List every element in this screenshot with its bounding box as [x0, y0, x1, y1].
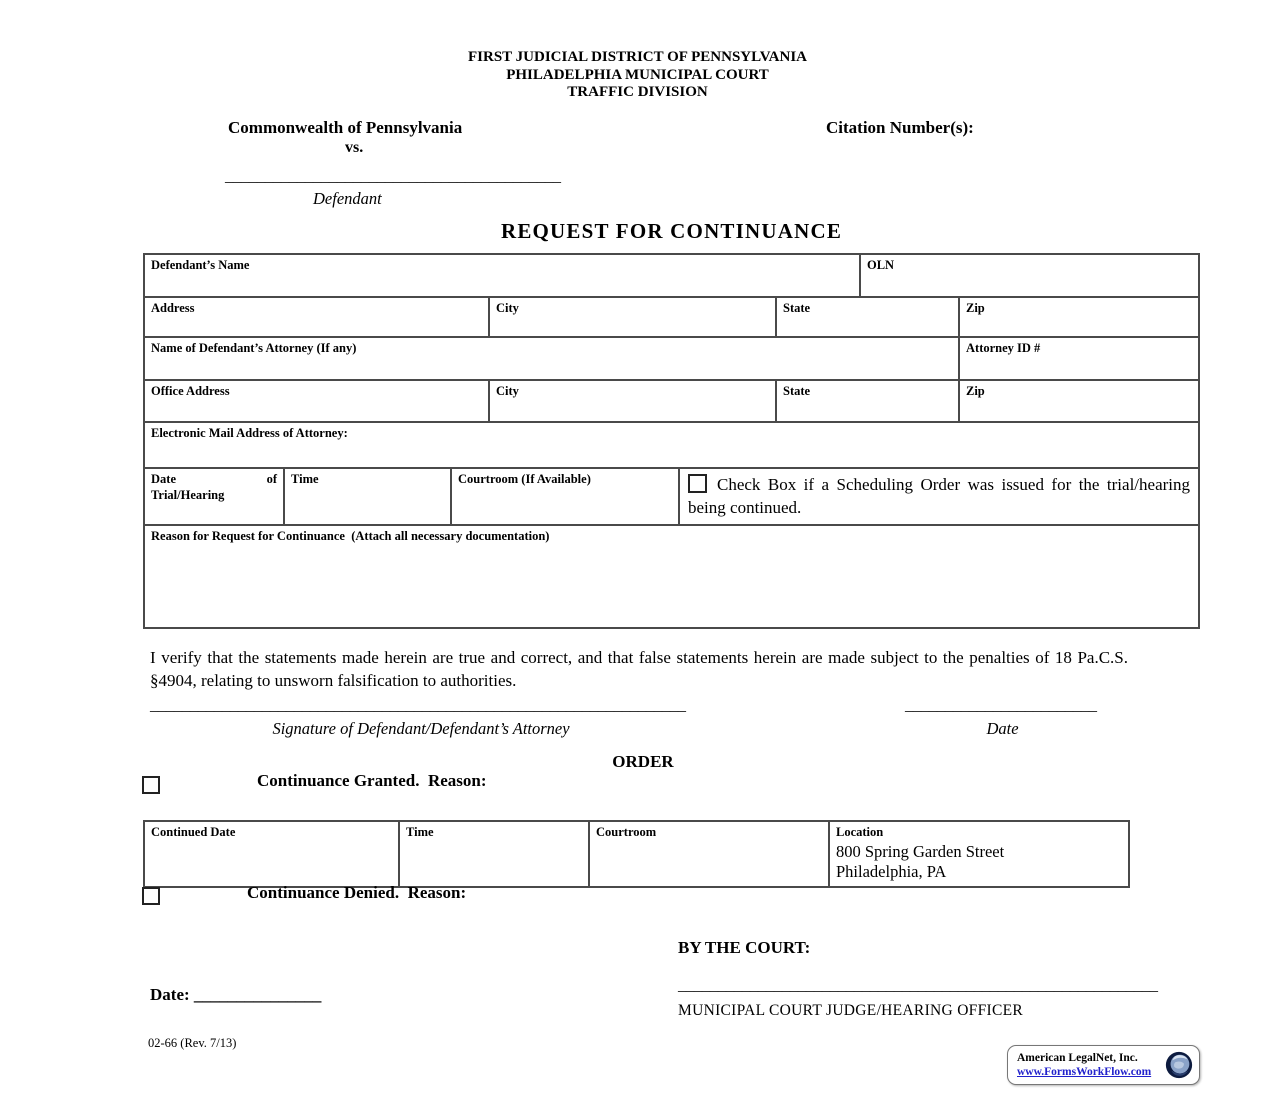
courtroom-field[interactable] [452, 469, 680, 524]
state-field[interactable] [777, 298, 960, 336]
court-name-line2: PHILADELPHIA MUNICIPAL COURT [506, 66, 769, 83]
citation-number-label: Citation Number(s): [826, 118, 974, 137]
time-field[interactable] [285, 469, 452, 524]
trial-date-label-word-of: of [266, 472, 277, 486]
office-city-field-label: City [496, 384, 519, 398]
office-city-field[interactable] [490, 381, 777, 421]
office-zip-field-label: Zip [966, 384, 985, 398]
reason-field-label: Reason for Request for Continuance (Attach all necessary documentation) [151, 528, 550, 543]
defendant-name-field[interactable] [145, 255, 861, 296]
office-address-field-label: Office Address [151, 384, 230, 398]
continuance-denied-checkbox[interactable] [142, 887, 160, 905]
location-city: Philadelphia, PA [836, 862, 947, 882]
continued-time-field[interactable] [400, 822, 590, 886]
american-legalnet-globe-icon [1164, 1050, 1194, 1080]
continued-courtroom-field[interactable] [590, 822, 830, 886]
signature-label: Signature of Defendant/Defendant’s Attorney [272, 719, 570, 738]
attorney-name-field[interactable] [145, 338, 960, 379]
state-field-label: State [783, 301, 811, 315]
by-the-court-label: BY THE COURT: [678, 938, 811, 957]
table-row-continued-hearing [145, 822, 1128, 886]
office-zip-field[interactable] [960, 381, 1198, 421]
defendant-info-table [143, 253, 1200, 629]
signature-date-blank-line[interactable]: ________________________ [905, 697, 1097, 714]
location-cell [830, 822, 1128, 886]
continuance-granted-checkbox[interactable] [142, 776, 160, 794]
signature-blank-line[interactable]: ___________________________________________________________________ [150, 697, 686, 714]
defendant-label: Defendant [313, 189, 382, 208]
vendor-logo-box [1007, 1045, 1200, 1085]
form-title: REQUEST FOR CONTINUANCE [500, 219, 843, 243]
trial-date-label-word-date: Date [151, 472, 176, 486]
table-row-email [145, 423, 1198, 469]
court-name-line3: TRAFFIC DIVISION [567, 84, 708, 100]
order-date-row [150, 985, 321, 1005]
scheduling-order-note: Check Box if a Scheduling Order was issued for the trial/hearing being continued. [688, 475, 1190, 517]
vendor-url-link[interactable]: www.FormsWorkFlow.com [1017, 1066, 1152, 1078]
vendor-name: American LegalNet, Inc. [1017, 1051, 1138, 1064]
attorney-name-field-label: Name of Defendant’s Attorney (If any) [151, 341, 357, 355]
attorney-email-field[interactable] [145, 423, 1198, 467]
courtroom-field-label: Courtroom (If Available) [458, 472, 591, 486]
court-header [0, 49, 1275, 102]
table-row-defendant-name [145, 255, 1198, 298]
trial-date-field-label [151, 472, 277, 503]
city-field[interactable] [490, 298, 777, 336]
order-date-label: Date: [150, 985, 190, 1004]
time-field-label: Time [291, 472, 319, 486]
table-row-attorney-name [145, 338, 1198, 381]
verification-statement: I verify that the statements made herein are true and correct, and that false statements herein are made subject to the penalties of 18 Pa.C.S. §4904, relating to unsworn falsification to authorities. [150, 648, 1128, 691]
continued-date-field-label: Continued Date [151, 825, 236, 839]
table-row-defendant-address [145, 298, 1198, 338]
table-row-trial-date [145, 469, 1198, 526]
attorney-id-field-label: Attorney ID # [966, 341, 1041, 355]
address-field-label: Address [151, 301, 195, 315]
trial-date-field[interactable] [145, 469, 285, 524]
continuance-denied-label: Continuance Denied. Reason: [247, 883, 467, 902]
oln-field[interactable] [861, 255, 1198, 296]
scheduling-order-note-cell [680, 469, 1198, 524]
continuance-granted-label: Continuance Granted. Reason: [257, 771, 487, 790]
order-section-title: ORDER [612, 752, 674, 771]
order-date-blank-line[interactable]: _______________ [193, 985, 322, 1004]
city-field-label: City [496, 301, 519, 315]
attorney-email-field-label: Electronic Mail Address of Attorney: [151, 426, 348, 440]
location-street: 800 Spring Garden Street [836, 841, 1005, 861]
zip-field-label: Zip [966, 301, 985, 315]
scheduling-order-checkbox[interactable] [688, 474, 707, 493]
location-label: Location [836, 825, 884, 839]
continued-hearing-table [143, 820, 1130, 888]
table-row-reason [145, 526, 1198, 627]
judge-signature-blank-line[interactable]: ____________________________________________________________ [678, 977, 1158, 994]
defendant-name-blank-line[interactable]: __________________________________________ [225, 168, 561, 185]
continued-time-field-label: Time [406, 825, 434, 839]
trial-date-label-line2: Trial/Hearing [151, 487, 225, 502]
address-field[interactable] [145, 298, 490, 336]
office-state-field[interactable] [777, 381, 960, 421]
plaintiff-name: Commonwealth of Pennsylvania [228, 118, 463, 137]
office-state-field-label: State [783, 384, 811, 398]
continued-date-field[interactable] [145, 822, 400, 886]
versus-label: vs. [345, 139, 364, 156]
judge-signature-label: MUNICIPAL COURT JUDGE/HEARING OFFICER [678, 1002, 1024, 1019]
reason-field[interactable] [145, 526, 1198, 627]
oln-field-label: OLN [867, 258, 895, 272]
continued-courtroom-field-label: Courtroom [596, 825, 657, 839]
court-name-line1: FIRST JUDICIAL DISTRICT OF PENNSYLVANIA [468, 49, 807, 65]
form-number: 02-66 (Rev. 7/13) [148, 1036, 237, 1050]
attorney-id-field[interactable] [960, 338, 1198, 379]
signature-date-label: Date [986, 719, 1019, 738]
office-address-field[interactable] [145, 381, 490, 421]
defendant-name-field-label: Defendant’s Name [151, 258, 250, 272]
zip-field[interactable] [960, 298, 1198, 336]
table-row-office-address [145, 381, 1198, 423]
